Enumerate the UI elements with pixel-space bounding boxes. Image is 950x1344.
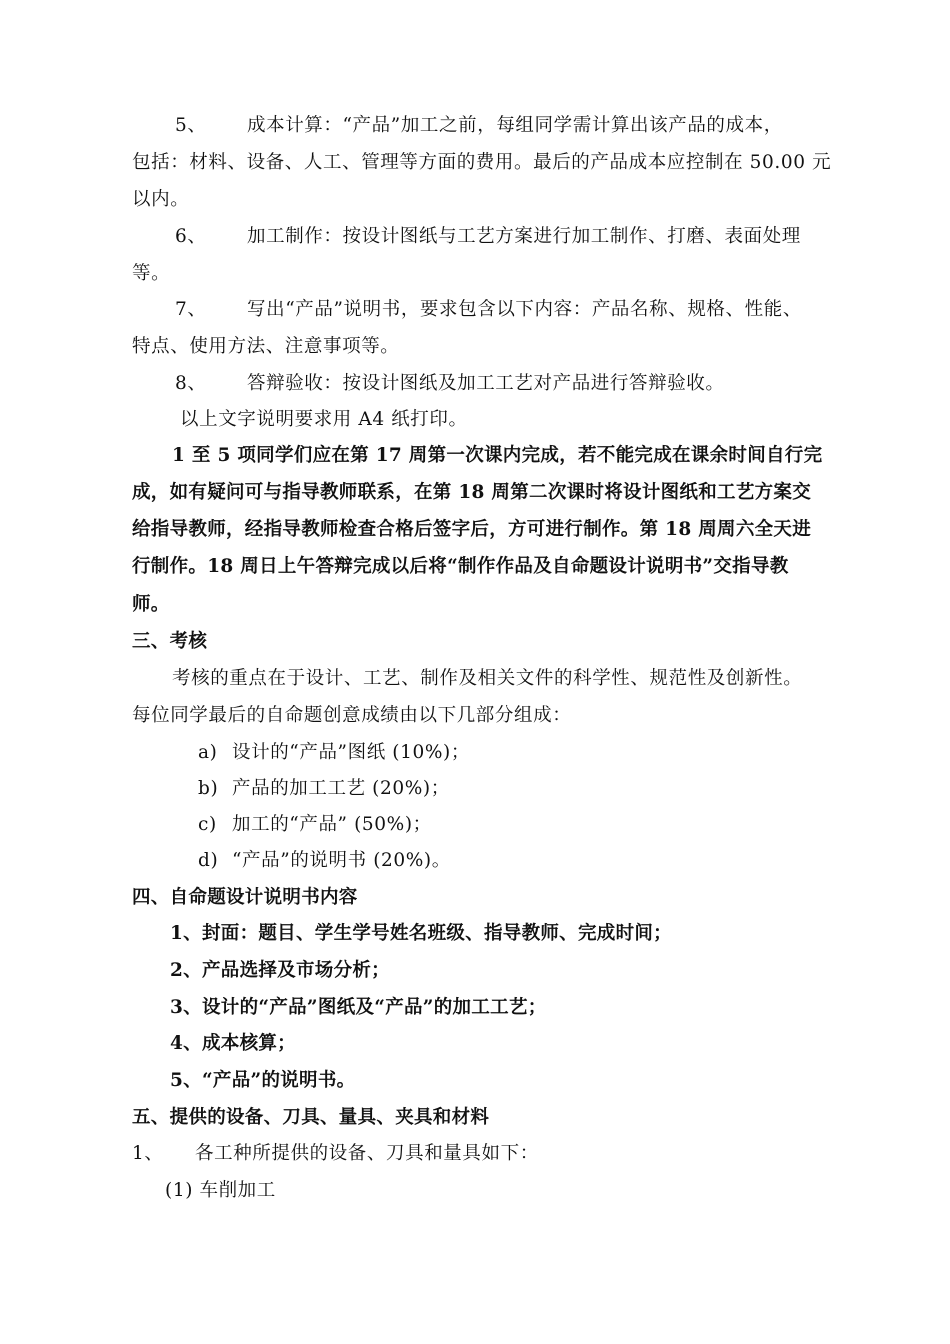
subsection-turning: (1) 车削加工 — [165, 1180, 276, 1201]
item-text: 答辩验收：按设计图纸及加工工艺对产品进行答辩验收。 — [247, 373, 725, 394]
item-6-line — [175, 224, 801, 250]
part-mark: b) — [198, 778, 219, 799]
item-5-continuation: 以内。 — [132, 189, 190, 210]
section-4-item: 2、产品选择及市场分析； — [170, 960, 390, 981]
section-4-item: 5、“产品”的说明书。 — [170, 1070, 356, 1091]
section-4-item: 3、设计的“产品”图纸及“产品”的加工工艺； — [170, 997, 547, 1018]
print-note: 以上文字说明要求用 A4 纸打印。 — [180, 409, 468, 430]
item-6-continuation: 等。 — [132, 263, 171, 284]
section-5-item-1 — [132, 1141, 539, 1167]
grade-part-a — [198, 740, 470, 766]
part-text: 加工的“产品” (50%)； — [232, 814, 432, 835]
item-7-line — [175, 297, 802, 323]
part-mark: c) — [198, 814, 217, 835]
item-8-line — [175, 371, 725, 397]
schedule-line: 师。 — [132, 594, 170, 615]
section-3-heading: 三、考核 — [132, 631, 208, 652]
item-number: 6、 — [175, 226, 207, 247]
item-7-continuation: 特点、使用方法、注意事项等。 — [132, 336, 400, 357]
item-text: 各工种所提供的设备、刀具和量具如下： — [195, 1143, 539, 1164]
item-5-line — [175, 113, 783, 139]
item-number: 1、 — [132, 1143, 164, 1164]
part-text: “产品”的说明书 (20%)。 — [232, 850, 451, 871]
part-text: 产品的加工工艺 (20%)； — [232, 778, 450, 799]
grade-part-d — [198, 848, 451, 874]
schedule-line: 成，如有疑问可与指导教师联系，在第 18 周第二次课时将设计图纸和工艺方案交 — [132, 482, 812, 503]
section-5-heading: 五、提供的设备、刀具、量具、夹具和材料 — [132, 1107, 490, 1128]
item-text: 加工制作：按设计图纸与工艺方案进行加工制作、打磨、表面处理 — [247, 226, 801, 247]
section-3-intro: 考核的重点在于设计、工艺、制作及相关文件的科学性、规范性及创新性。 — [172, 668, 803, 689]
item-number: 7、 — [175, 299, 207, 320]
section-4-item: 4、成本核算； — [170, 1033, 296, 1054]
schedule-line: 给指导教师，经指导教师检查合格后签字后，方可进行制作。第 18 周周六全天进 — [132, 519, 812, 540]
part-mark: d) — [198, 850, 219, 871]
section-4-heading: 四、自命题设计说明书内容 — [132, 887, 358, 908]
item-text: 写出“产品”说明书，要求包含以下内容：产品名称、规格、性能、 — [247, 299, 802, 320]
grade-part-b — [198, 776, 450, 802]
section-4-item: 1、封面：题目、学生学号姓名班级、指导教师、完成时间； — [170, 923, 672, 944]
item-5-continuation: 包括：材料、设备、人工、管理等方面的费用。最后的产品成本应控制在 50.00 元 — [132, 152, 832, 173]
item-number: 5、 — [175, 115, 207, 136]
grade-part-c — [198, 812, 432, 838]
item-number: 8、 — [175, 373, 207, 394]
part-text: 设计的“产品”图纸 (10%)； — [232, 742, 470, 763]
section-3-intro: 每位同学最后的自命题创意成绩由以下几部分组成： — [132, 705, 572, 726]
schedule-line: 行制作。18 周日上午答辩完成以后将“制作作品及自命题设计说明书”交指导教 — [132, 556, 789, 577]
part-mark: a) — [198, 742, 218, 763]
schedule-line: 1 至 5 项同学们应在第 17 周第一次课内完成，若不能完成在课余时间自行完 — [172, 445, 823, 466]
item-text: 成本计算：“产品”加工之前，每组同学需计算出该产品的成本， — [247, 115, 783, 136]
